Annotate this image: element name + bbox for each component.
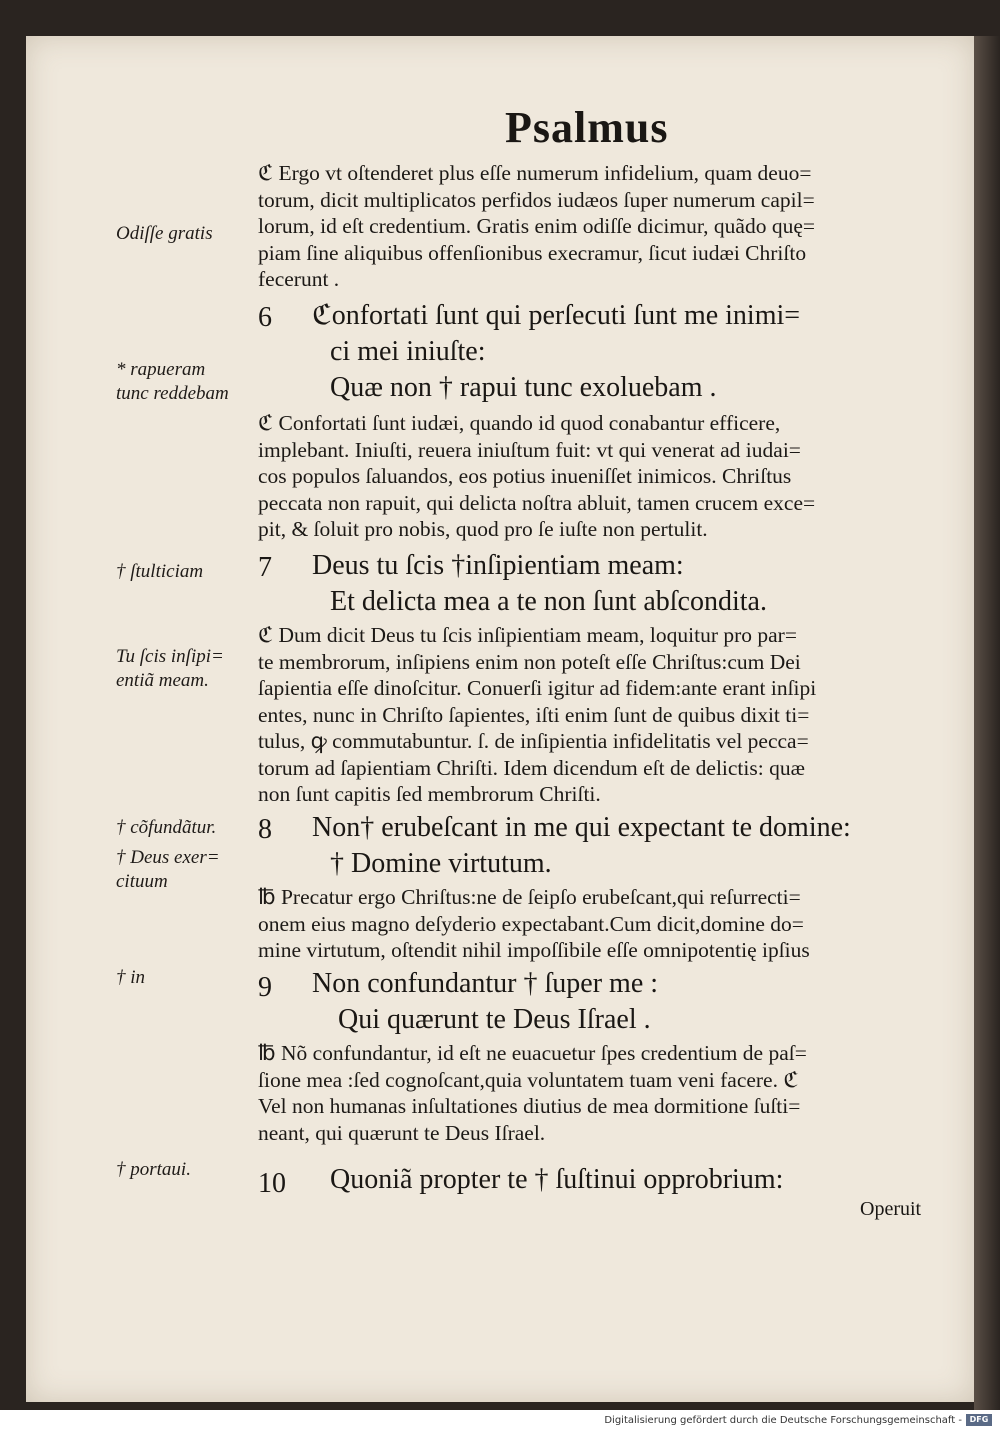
commentary-line: neant, qui quærunt te Deus Iſrael. — [258, 1120, 546, 1145]
commentary-paragraph — [258, 884, 946, 964]
commentary-line: ℭ Ergo vt oſtenderet plus eſſe numerum infidelium, quam deuo= — [258, 161, 812, 185]
verse-number: 6 — [258, 302, 272, 333]
commentary-line: piam ſine aliquibus offenſionibus execramur, ſicut iudæi Chriſto — [258, 240, 807, 265]
verse-line: ℭonfortati ſunt qui perſecuti ſunt me inimi= — [312, 300, 801, 331]
commentary-line: onem eius magno deſyderio expectabant.Cum dicit,domine do= — [258, 911, 804, 936]
commentary-line: entes, nunc in Chriſto ſapientes, iſti enim ſunt de quibus dixit ti= — [258, 702, 810, 727]
commentary-line: ſione mea :ſed cognoſcant,quia voluntatem tuam veni facere. ℭ — [258, 1067, 799, 1092]
margin-note-line: † in — [116, 967, 146, 988]
verse-line: Non confundantur † ſuper me : — [312, 968, 659, 999]
verse-line: ci mei iniuſte: — [330, 336, 486, 367]
commentary-line: ſapientia eſſe dinoſcitur. Conuerſi igitur ad fidem:ante erant inſipi — [258, 676, 817, 700]
verse-number: 7 — [258, 552, 272, 583]
margin-note-stulticiam — [116, 560, 246, 584]
commentary-line: implebant. Iniuſti, reuera iniuſtum fuit: vt qui venerat ad iudai= — [258, 437, 801, 462]
margin-note-line: Tu ſcis inſipi= — [116, 646, 224, 667]
commentary-paragraph — [258, 622, 946, 808]
commentary-line: non ſunt capitis ſed membrorum Chriſti. — [258, 782, 601, 806]
margin-note-in — [116, 966, 246, 990]
verse-line: Non† erubeſcant in me qui expectant te domine: — [312, 812, 851, 843]
margin-note-line: Odiſſe gratis — [116, 223, 213, 244]
commentary-line: peccata non rapuit, qui delicta noſtra abluit, tamen crucem exce= — [258, 490, 816, 515]
margin-note-line: † Deus exer= — [116, 847, 220, 868]
commentary-paragraph — [258, 410, 946, 543]
margin-note-tu-scis — [116, 645, 246, 693]
commentary-line: Vel non humanas inſultationes diutius de mea dormitione ſuſti= — [258, 1094, 801, 1118]
commentary-line: ℭ Confortati ſunt iudæi, quando id quod conabantur efficere, — [258, 411, 781, 435]
commentary-line: torum ad ſapientiam Chriſti. Idem dicendum eſt de delictis: quæ — [258, 755, 805, 780]
margin-note-line: * rapueram — [116, 359, 206, 380]
margin-note-odisse — [116, 222, 246, 246]
margin-note-line: † cõfundãtur. — [116, 817, 217, 838]
margin-note-rapueram — [116, 358, 246, 406]
commentary-line: cos populos ſaluandos, eos potius inueniſſet inimicos. Chriſtus — [258, 464, 792, 488]
commentary-line: ℭ Dum dicit Deus tu ſcis inſipientiam meam, loquitur pro par= — [258, 623, 797, 647]
margin-note-line: † ſtulticiam — [116, 561, 204, 582]
commentary-line: tulus, ꝙ commutabuntur. ſ. de inſipientia infidelitatis vel pecca= — [258, 729, 809, 753]
margin-note-portaui — [116, 1158, 246, 1182]
dfg-logo: DFG — [966, 1414, 992, 1426]
verse-line: Qui quærunt te Deus Iſrael . — [338, 1004, 651, 1035]
margin-note-cofundatur — [116, 816, 246, 840]
footer-text: Digitalisierung gefördert durch die Deutsche Forschungsgemeinschaft - — [604, 1414, 962, 1426]
commentary-line: ℔ Nõ confundantur, id eſt ne euacuetur ſpes credentium de paſ= — [258, 1041, 807, 1065]
page-heading: Psalmus — [505, 103, 669, 152]
commentary-line: fecerunt . — [258, 267, 340, 291]
commentary-line: lorum, id eſt credentium. Gratis enim odiſſe dicimur, quãdo quę= — [258, 214, 815, 238]
digitization-footer — [604, 1412, 992, 1428]
verse-number: 9 — [258, 972, 272, 1003]
verse-number: 10 — [258, 1168, 286, 1199]
margin-note-line: entiã meam. — [116, 670, 209, 691]
verse-line: † Domine virtutum. — [330, 848, 552, 879]
verse-line: Et delicta mea a te non ſunt abſcondita. — [330, 586, 767, 617]
commentary-line: pit, & ſoluit pro nobis, quod pro ſe iuſte non pertulit. — [258, 517, 708, 541]
commentary-line: ℔ Precatur ergo Chriſtus:ne de ſeipſo erubeſcant,qui reſurrecti= — [258, 885, 801, 909]
verse-line: Quoniã propter te † ſuſtinui opprobrium: — [330, 1164, 784, 1195]
commentary-line: mine virtutum, oſtendit nihil impoſſibile eſſe omnipotentię ipſius — [258, 938, 810, 962]
commentary-paragraph — [258, 1040, 946, 1146]
verse-line: Quæ non † rapui tunc exoluebam . — [330, 372, 717, 403]
margin-note-line: cituum — [116, 871, 168, 892]
margin-note-line: † portaui. — [116, 1159, 191, 1180]
margin-note-line: tunc reddebam — [116, 383, 229, 404]
catchword: Operuit — [860, 1198, 922, 1220]
verse-line: Deus tu ſcis †inſipientiam meam: — [312, 550, 684, 581]
commentary-paragraph — [258, 160, 946, 293]
commentary-line: te membrorum, inſipiens enim non poteſt eſſe Chriſtus:cum Dei — [258, 649, 801, 674]
page-edge — [974, 36, 1000, 1410]
margin-note-deus-exercituum — [116, 846, 246, 894]
verse-number: 8 — [258, 814, 272, 845]
commentary-line: torum, dicit multiplicatos perfidos iudæos ſuper numerum capil= — [258, 187, 815, 212]
